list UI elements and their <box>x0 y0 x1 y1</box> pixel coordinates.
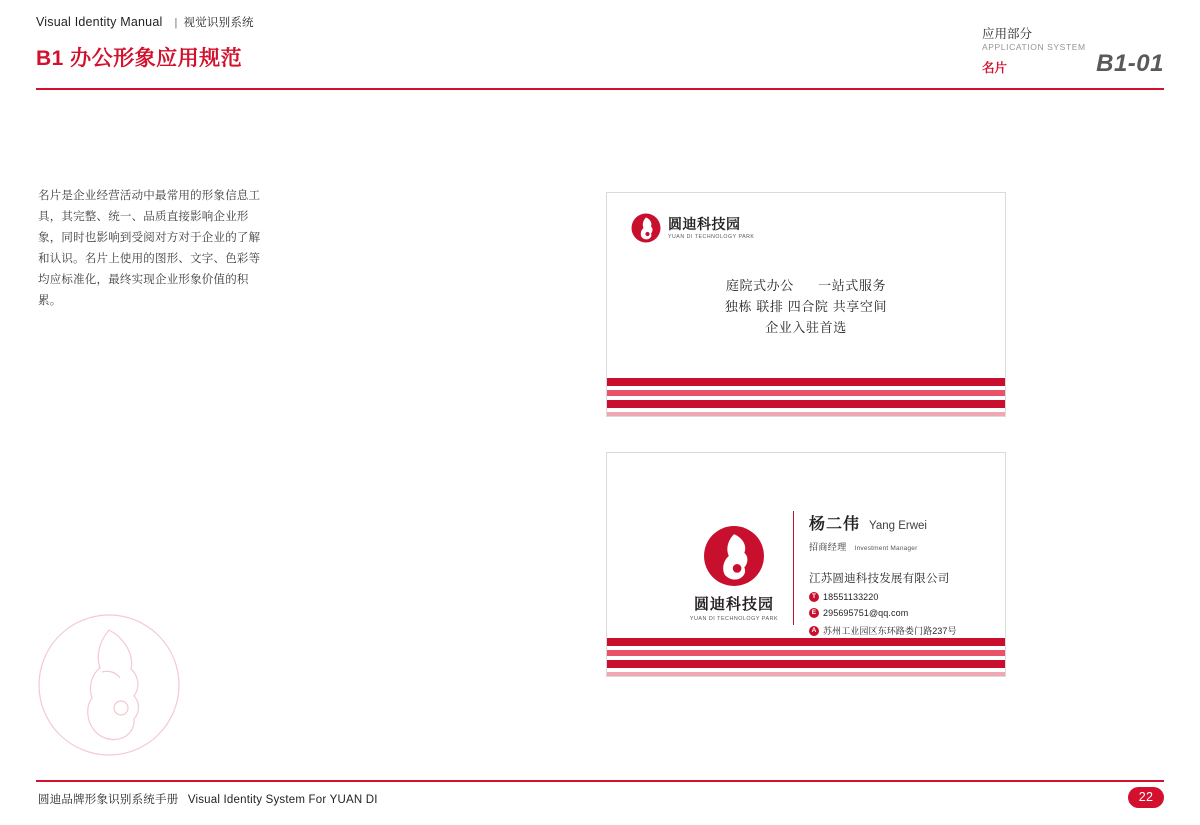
contact-name-row <box>809 511 999 534</box>
contact-phone-value: 18551133220 <box>823 592 879 602</box>
footer-text-cn: 圆迪品牌形象识别系统手册 <box>38 794 179 806</box>
application-label-en: APPLICATION SYSTEM <box>982 42 1086 52</box>
page-number-badge: 22 <box>1128 787 1164 808</box>
stripe-red-1 <box>607 638 1005 646</box>
card-back-logo-cn: 圆迪科技园 <box>693 596 774 613</box>
subsection-label-cn: 名片 <box>982 61 1008 75</box>
footer-divider <box>36 780 1164 782</box>
card-back-contact-block <box>809 511 999 637</box>
contact-phone-row <box>809 592 999 602</box>
address-badge-icon: A <box>809 626 819 636</box>
card-front-logo-en: YUAN DI TECHNOLOGY PARK <box>668 233 755 240</box>
contact-title-row <box>809 540 999 553</box>
application-label-cn: 应用部分 <box>982 27 1033 41</box>
stripe-palered-1 <box>607 672 1005 676</box>
header-divider <box>36 88 1164 90</box>
stripe-palered-1 <box>607 412 1005 416</box>
phone-badge-icon: T <box>809 592 819 602</box>
contact-address-row <box>809 624 999 637</box>
page-title: B1 办公形象应用规范 <box>36 47 243 70</box>
stripe-red-2 <box>607 660 1005 668</box>
slogan-line-2: 独栋 联排 四合院 共享空间 <box>724 299 888 314</box>
contact-title-en: Investment Manager <box>854 545 918 552</box>
card-front-stripes <box>607 378 1005 416</box>
page-code: B1-01 <box>1096 50 1164 77</box>
card-front-logo <box>631 213 754 243</box>
slogan-line-1 <box>607 275 1005 296</box>
card-back-logo <box>679 525 789 622</box>
page-header <box>36 14 1164 77</box>
stripe-red-2 <box>607 400 1005 408</box>
watermark-logo <box>36 612 182 758</box>
intro-paragraph: 名片是企业经营活动中最常用的形象信息工具，其完整、统一、品质直接影响企业形象，同时也影响到受阅对方对于企业的了解和认识。名片上使用的图形、文字、色彩等均应标准化，最终实现企业形象价值的积累。 <box>38 190 261 307</box>
manual-separator: | <box>174 17 178 29</box>
card-front-wordmark <box>668 217 754 240</box>
slogan-line-1b: 一站式服务 <box>818 278 887 293</box>
stripe-red-1 <box>607 378 1005 386</box>
slogan-line-1a: 庭院式办公 <box>725 278 794 293</box>
contact-name-en: Yang Erwei <box>869 520 927 532</box>
card-back-divider <box>793 511 794 625</box>
business-card-back <box>606 452 1006 677</box>
brand-mark-icon <box>703 525 765 587</box>
contact-email-row <box>809 608 999 618</box>
contact-email-value: 295695751@qq.com <box>823 608 909 618</box>
business-card-front <box>606 192 1006 417</box>
card-front-logo-cn: 圆迪科技园 <box>668 215 741 232</box>
card-back-logo-en: YUAN DI TECHNOLOGY PARK <box>689 616 779 622</box>
manual-title-cn: 视觉识别系统 <box>183 17 254 29</box>
email-badge-icon: E <box>809 608 819 618</box>
contact-company: 江苏圆迪科技发展有限公司 <box>809 573 950 585</box>
footer-text-en: Visual Identity System For YUAN DI <box>187 794 378 806</box>
manual-title-en: Visual Identity Manual <box>36 15 163 29</box>
contact-name-cn: 杨二伟 <box>809 516 861 533</box>
contact-address-value: 苏州工业园区东环路娄门路237号 <box>823 626 957 636</box>
footer-text <box>38 791 378 807</box>
card-front-slogan <box>607 275 1005 338</box>
slogan-line-3: 企业入驻首选 <box>765 320 847 335</box>
card-back-stripes <box>607 638 1005 676</box>
contact-title-cn: 招商经理 <box>809 542 847 552</box>
header-section-info <box>744 14 1164 80</box>
brand-mark-icon <box>631 213 661 243</box>
